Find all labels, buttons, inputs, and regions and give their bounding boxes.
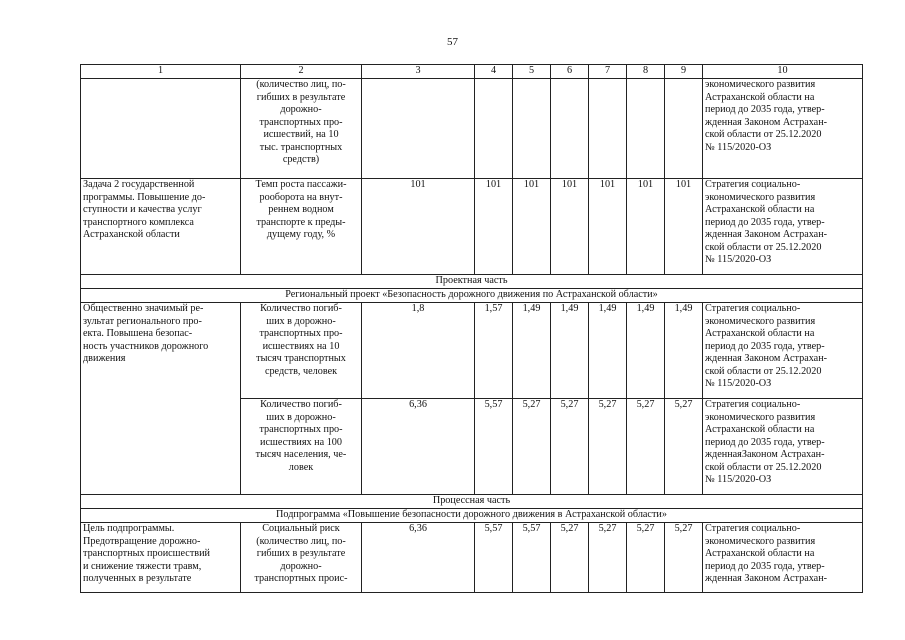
regional-project-title: Региональный проект «Безопасность дорожного движения по Астраханской области» <box>81 289 863 303</box>
value-cell: 101 <box>513 179 551 275</box>
value-cell: 1,57 <box>475 303 513 399</box>
section-row <box>81 275 863 289</box>
value-cell <box>513 79 551 179</box>
value-cell <box>362 79 475 179</box>
value-cell: 5,27 <box>665 523 703 593</box>
value-cell <box>589 79 627 179</box>
column-number-row <box>81 65 863 79</box>
table-row <box>81 303 863 399</box>
column-header: 3 <box>362 65 475 79</box>
indicator-goal-cell: Общественно значимый ре- зультат регионального про- екта. Повышена безопас- ность участников дорожного движения <box>81 303 241 495</box>
value-cell: 5,27 <box>627 399 665 495</box>
column-header: 6 <box>551 65 589 79</box>
column-header: 7 <box>589 65 627 79</box>
indicator-goal-cell: Цель подпрограммы. Предотвращение дорожно- транспортных происшествий и снижение тяжести травм, полученных в результате <box>81 523 241 593</box>
column-header: 9 <box>665 65 703 79</box>
value-cell: 5,27 <box>551 399 589 495</box>
section-title: Проектная часть <box>81 275 863 289</box>
value-cell: 1,49 <box>551 303 589 399</box>
value-cell: 1,49 <box>589 303 627 399</box>
section-row <box>81 289 863 303</box>
indicator-name-cell: Темп роста пассажи- рооборота на внут- реннем водном транспорте к преды- дущему году, % <box>241 179 362 275</box>
value-cell: 5,57 <box>513 523 551 593</box>
value-cell: 5,27 <box>627 523 665 593</box>
source-cell: экономического развития Астраханской области на период до 2035 года, утвер- жденная Законом Астрахан- ской области от 25.12.2020 № 115/2020-ОЗ <box>703 79 863 179</box>
indicator-name-cell: Количество погиб- ших в дорожно- транспортных про- исшествиях на 100 тысяч населения, че- ловек <box>241 399 362 495</box>
value-cell: 101 <box>627 179 665 275</box>
column-header: 10 <box>703 65 863 79</box>
page-number: 57 <box>447 36 458 48</box>
column-header: 8 <box>627 65 665 79</box>
indicator-name-cell: Социальный риск (количество лиц, по- гибших в результате дорожно- транспортных проис- <box>241 523 362 593</box>
section-row <box>81 495 863 509</box>
indicator-name-cell: Количество погиб- ших в дорожно- транспортных про- исшествиях на 10 тысяч транспортных средств, человек <box>241 303 362 399</box>
value-cell: 5,57 <box>475 523 513 593</box>
column-header: 1 <box>81 65 241 79</box>
value-cell <box>665 79 703 179</box>
value-cell: 1,8 <box>362 303 475 399</box>
value-cell: 5,27 <box>551 523 589 593</box>
value-cell: 101 <box>475 179 513 275</box>
value-cell: 6,36 <box>362 399 475 495</box>
indicator-name-cell: (количество лиц, по- гибших в результате дорожно- транспортных про- исшествий, на 10 тыс. транспортных средств) <box>241 79 362 179</box>
indicators-table <box>80 64 863 593</box>
value-cell: 5,27 <box>665 399 703 495</box>
table-row <box>81 179 863 275</box>
source-cell: Стратегия социально- экономического развития Астраханской области на период до 2035 года, утвер- жденнаяЗаконом Астрахан- ской области от 25.12.2020 № 115/2020-ОЗ <box>703 399 863 495</box>
value-cell: 6,36 <box>362 523 475 593</box>
value-cell <box>627 79 665 179</box>
indicator-goal-cell: Задача 2 государственной программы. Повышение до- ступности и качества услуг транспортного комплекса Астраханской области <box>81 179 241 275</box>
value-cell: 5,27 <box>513 399 551 495</box>
value-cell: 101 <box>551 179 589 275</box>
source-cell: Стратегия социально- экономического развития Астраханской области на период до 2035 года, утвер- жденная Законом Астрахан- <box>703 523 863 593</box>
source-cell: Стратегия социально- экономического развития Астраханской области на период до 2035 года, утвер- жденная Законом Астрахан- ской области от 25.12.2020 № 115/2020-ОЗ <box>703 179 863 275</box>
column-header: 5 <box>513 65 551 79</box>
value-cell: 1,49 <box>665 303 703 399</box>
value-cell: 101 <box>665 179 703 275</box>
source-cell: Стратегия социально- экономического развития Астраханской области на период до 2035 года, утвер- жденная Законом Астрахан- ской области от 25.12.2020 № 115/2020-ОЗ <box>703 303 863 399</box>
value-cell: 101 <box>589 179 627 275</box>
value-cell: 5,27 <box>589 399 627 495</box>
column-header: 2 <box>241 65 362 79</box>
section-row <box>81 509 863 523</box>
section-title: Процессная часть <box>81 495 863 509</box>
value-cell: 101 <box>362 179 475 275</box>
table-row <box>81 79 863 179</box>
value-cell: 5,57 <box>475 399 513 495</box>
subprogram-title: Подпрограмма «Повышение безопасности дорожного движения в Астраханской области» <box>81 509 863 523</box>
value-cell: 1,49 <box>627 303 665 399</box>
value-cell: 1,49 <box>513 303 551 399</box>
value-cell <box>475 79 513 179</box>
value-cell <box>551 79 589 179</box>
table-row <box>81 523 863 593</box>
indicator-goal-cell <box>81 79 241 179</box>
column-header: 4 <box>475 65 513 79</box>
value-cell: 5,27 <box>589 523 627 593</box>
